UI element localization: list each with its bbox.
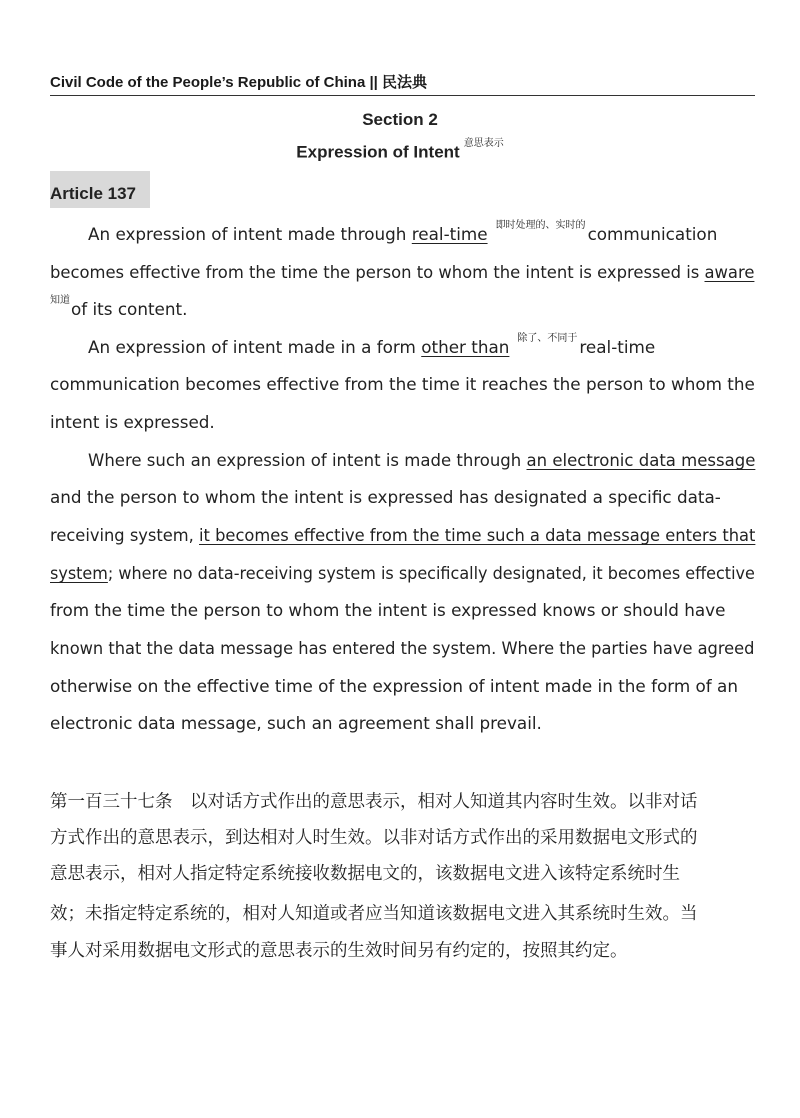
paragraph-2-line-3: intent is expressed.: [50, 412, 215, 432]
underlined-phrase-effective-time: it becomes effective from the time such a data message enters that: [199, 525, 756, 545]
paragraph-3-line-6: known that the data message has entered the system. Where the parties have agreed: [50, 638, 755, 658]
text-span: becomes effective from the time the person to whom the intent is expressed is: [50, 262, 705, 282]
text-span: of its content.: [71, 299, 188, 319]
paragraph-2-line-1: [88, 333, 656, 357]
text-span: communication: [587, 224, 718, 244]
paragraph-1-line-1: [88, 220, 718, 244]
chinese-text-line-1: 第一百三十七条 以对话方式作出的意思表示，相对人知道其内容时生效。以非对话: [50, 792, 698, 812]
paragraph-3-line-8: electronic data message, such an agreement shall prevail.: [50, 713, 542, 733]
text-span: receiving system,: [50, 525, 200, 545]
paragraph-3-line-4: [50, 563, 755, 583]
text-span: Where such an expression of intent is made through: [88, 450, 527, 470]
text-span: ; where no data-receiving system is specifically designated, it becomes effective: [107, 563, 755, 583]
underlined-term-aware: aware: [704, 262, 755, 282]
subsection-title: Expression of Intent: [296, 142, 460, 162]
text-span: An expression of intent made in a form: [88, 337, 422, 357]
paragraph-1-line-2: [50, 262, 754, 282]
term-gloss: 即时处理的、实时的: [495, 220, 586, 231]
term-gloss: 知道: [50, 295, 70, 306]
chinese-text-line-2: 方式作出的意思表示，到达相对人时生效。以非对话方式作出的采用数据电文形式的: [50, 828, 698, 848]
paragraph-3-line-2: and the person to whom the intent is expressed has designated a specific data-: [50, 487, 721, 507]
paragraph-3-line-5: from the time the person to whom the intent is expressed knows or should have: [50, 600, 726, 620]
chinese-text-line-3: 意思表示，相对人指定特定系统接收数据电文的，该数据电文进入该特定系统时生: [50, 864, 680, 884]
paragraph-2-line-2: communication becomes effective from the time it reaches the person to whom the: [50, 374, 755, 394]
paragraph-3-line-3: [50, 525, 755, 545]
header-divider: [50, 95, 755, 96]
text-span: An expression of intent made through: [88, 224, 412, 244]
document-header: Civil Code of the People’s Republic of China || 民法典: [50, 74, 428, 91]
paragraph-3-line-1: [88, 450, 755, 470]
underlined-term-other-than: other than: [421, 337, 510, 357]
underlined-term-electronic-data-message: an electronic data message: [526, 450, 756, 470]
section-heading: Section 2: [362, 110, 438, 129]
underlined-term-real-time: real-time: [411, 224, 488, 244]
paragraph-1-line-3: [50, 295, 188, 319]
subsection-heading: [0, 138, 800, 163]
chinese-text-line-5: 事人对采用数据电文形式的意思表示的生效时间另有约定的，按照其约定。: [50, 941, 628, 961]
subsection-gloss: 意思表示: [463, 138, 504, 149]
chinese-text-line-4: 效；未指定特定系统的，相对人知道或者应当知道该数据电文进入其系统时生效。当: [50, 904, 698, 924]
text-span: real-time: [579, 337, 656, 357]
term-gloss: 除了、不同于: [517, 333, 578, 344]
paragraph-3-line-7: otherwise on the effective time of the expression of intent made in the form of an: [50, 676, 738, 696]
article-label: Article 137: [50, 184, 136, 203]
underlined-phrase-system: system: [50, 563, 108, 583]
